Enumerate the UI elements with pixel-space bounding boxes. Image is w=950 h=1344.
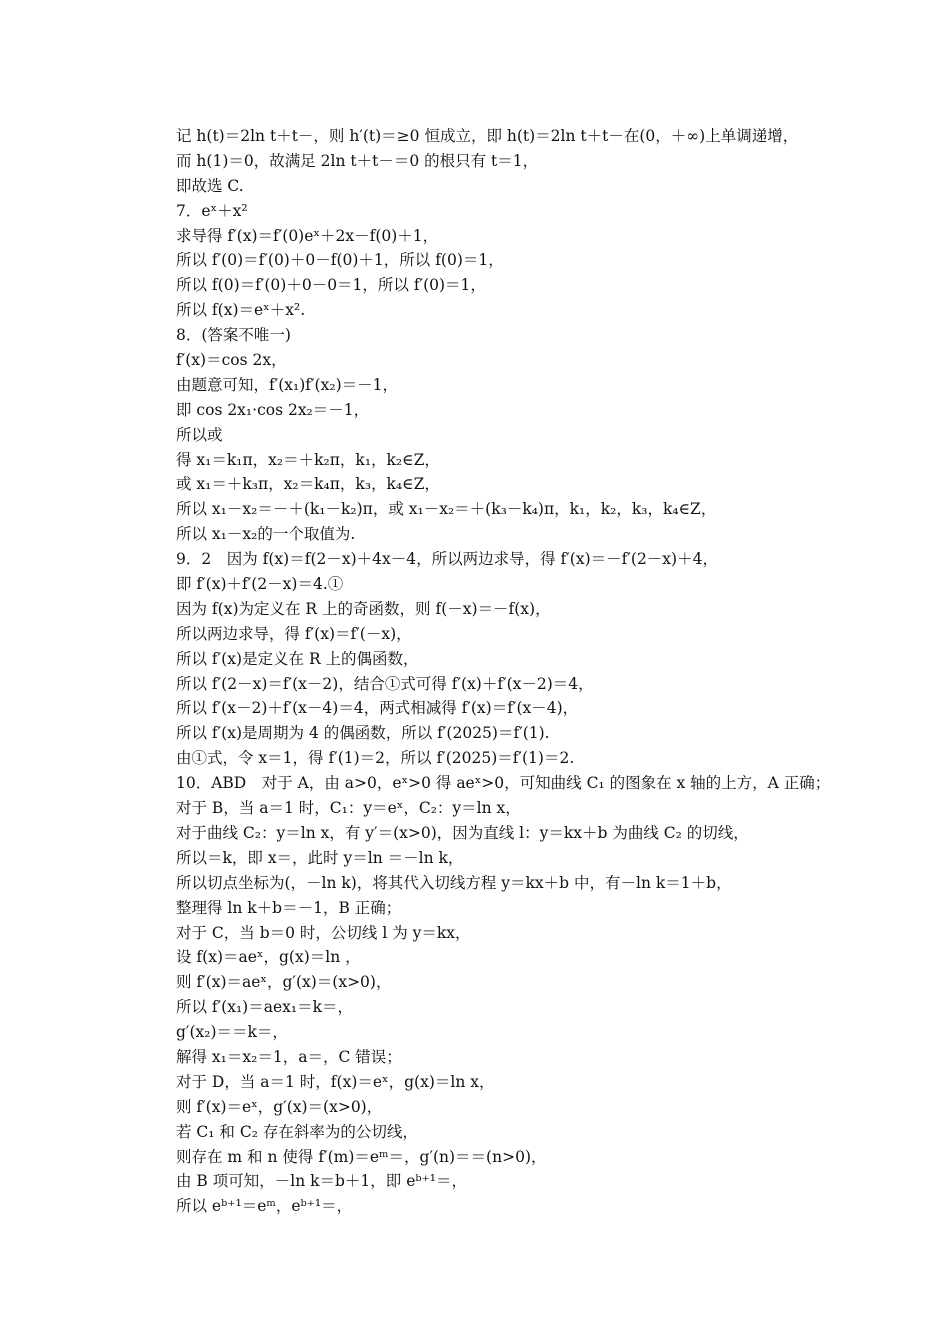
text-line: f′(x)＝cos 2x， xyxy=(176,351,287,370)
text-line: 7．eˣ＋x² xyxy=(176,201,248,220)
text-line: 对于曲线 C₂：y＝ln x，有 y′＝(x>0)，因为直线 l：y＝kx＋b 为曲线 C₂ 的切线， xyxy=(176,823,749,842)
text-line: 所以 f(x)＝eˣ＋x². xyxy=(176,301,306,320)
text-line: 求导得 f′(x)＝f′(0)eˣ＋2x－f(0)＋1， xyxy=(176,226,439,245)
text-line: 所以 f′(0)＝f′(0)＋0－f(0)＋1，所以 f(0)＝1， xyxy=(176,251,504,270)
text-line: 对于 D，当 a＝1 时，f(x)＝eˣ，g(x)＝ln x， xyxy=(176,1072,495,1091)
text-line: 设 f(x)＝aeˣ，g(x)＝ln ， xyxy=(176,948,361,967)
text-line: 则 f′(x)＝aeˣ，g′(x)＝(x>0)， xyxy=(176,973,392,992)
text-line: 由题意可知，f′(x₁)f′(x₂)＝－1， xyxy=(176,375,398,394)
text-line: 即故选 C. xyxy=(176,176,244,195)
text-line: 所以 f′(x₁)＝aex₁＝k＝， xyxy=(176,998,353,1017)
text-line: 所以 f′(2－x)＝f′(x－2)，结合①式可得 f′(x)＋f′(x－2)＝4， xyxy=(176,674,594,693)
text-line: 所以两边求导，得 f′(x)＝f′(－x)， xyxy=(176,624,412,643)
text-line: 即 f′(x)＋f′(2－x)＝4.① xyxy=(176,575,344,594)
text-line: 由①式，令 x＝1，得 f′(1)＝2，所以 f′(2025)＝f′(1)＝2. xyxy=(176,749,575,768)
text-line: 或 x₁＝＋k₃π，x₂＝k₄π，k₃，k₄∈Z， xyxy=(176,475,440,494)
text-line: 所以或 xyxy=(176,425,223,444)
text-line: 所以 x₁－x₂的一个取值为. xyxy=(176,525,356,544)
text-line: 得 x₁＝k₁π，x₂＝＋k₂π，k₁，k₂∈Z， xyxy=(176,450,440,469)
text-line: g′(x₂)＝＝k＝， xyxy=(176,1023,288,1042)
text-line: 10．ABD 对于 A，由 a>0，eˣ>0 得 aeˣ>0，可知曲线 C₁ 的图象在 x 轴的上方，A 正确； xyxy=(176,774,831,793)
text-line: 所以 f′(x)是周期为 4 的偶函数，所以 f′(2025)＝f′(1). xyxy=(176,724,550,743)
text-line: 8．(答案不唯一) xyxy=(176,326,291,345)
text-line: 对于 B，当 a＝1 时，C₁：y＝eˣ，C₂：y＝ln x， xyxy=(176,799,521,818)
text-line: 所以＝k，即 x＝，此时 y＝ln ＝－ln k， xyxy=(176,848,464,867)
text-line: 则存在 m 和 n 使得 f′(m)＝eᵐ＝，g′(n)＝＝(n>0)， xyxy=(176,1147,547,1166)
text-line: 所以 f(0)＝f′(0)＋0－0＝1，所以 f′(0)＝1， xyxy=(176,276,486,295)
text-line: 所以 f′(x－2)＋f′(x－4)＝4，两式相减得 f′(x)＝f′(x－4)， xyxy=(176,699,579,718)
text-line: 解得 x₁＝x₂＝1，a＝，C 错误； xyxy=(176,1047,402,1066)
text-line: 记 h(t)＝2ln t＋t－，则 h′(t)＝≥0 恒成立，即 h(t)＝2ln t＋t－在(0，＋∞)上单调递增， xyxy=(176,127,799,145)
text-line: 所以 eᵇ⁺¹＝eᵐ，eᵇ⁺¹＝， xyxy=(176,1197,353,1216)
text-line: 即 cos 2x₁·cos 2x₂＝－1， xyxy=(176,400,370,419)
text-line: 9．2 因为 f(x)＝f(2－x)＋4x－4，所以两边求导，得 f′(x)＝－f′(2－x)＋4， xyxy=(176,550,718,569)
text-line: 若 C₁ 和 C₂ 存在斜率为的公切线， xyxy=(176,1122,418,1141)
text-line: 则 f′(x)＝eˣ，g′(x)＝(x>0)， xyxy=(176,1097,383,1116)
text-line: 所以 x₁－x₂＝－＋(k₁－k₂)π，或 x₁－x₂＝＋(k₃－k₄)π，k₁，k₂，k₃，k₄∈Z， xyxy=(176,500,717,519)
text-line: 而 h(1)＝0，故满足 2ln t＋t－＝0 的根只有 t＝1， xyxy=(176,151,539,170)
document-page xyxy=(176,124,831,1219)
text-line: 对于 C，当 b＝0 时，公切线 l 为 y＝kx， xyxy=(176,923,471,942)
text-line: 所以 f′(x)是定义在 R 上的偶函数， xyxy=(176,649,419,668)
text-line: 所以切点坐标为(，－ln k)，将其代入切线方程 y＝kx＋b 中，有－ln k＝1＋b， xyxy=(176,873,732,892)
text-line: 由 B 项可知，－ln k＝b＋1，即 eᵇ⁺¹＝， xyxy=(176,1172,467,1191)
text-line: 因为 f(x)为定义在 R 上的奇函数，则 f(－x)＝－f(x)， xyxy=(176,599,551,618)
text-line: 整理得 ln k＋b＝－1，B 正确； xyxy=(176,898,402,917)
